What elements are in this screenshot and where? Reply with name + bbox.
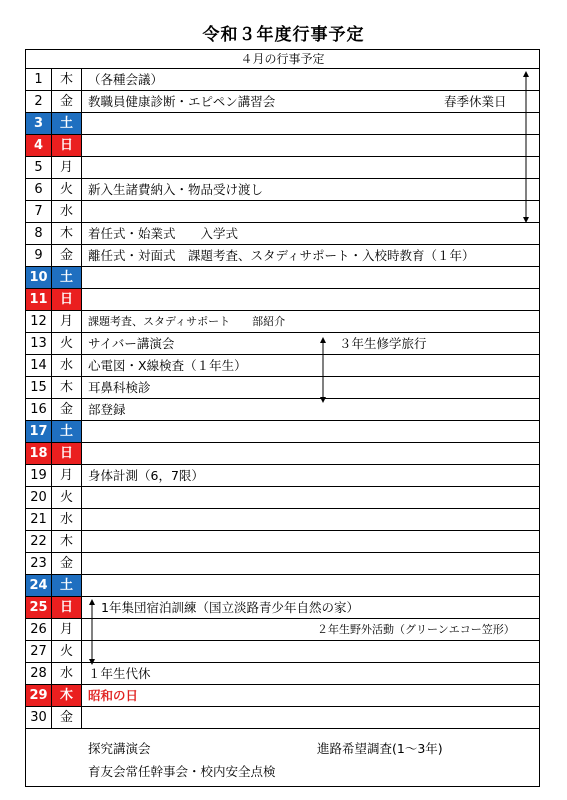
table-row	[26, 509, 539, 531]
weekday: 月	[52, 311, 82, 332]
event: 教職員健康診断・エピペン講習会	[88, 94, 276, 109]
event: 春季休業日	[444, 94, 507, 109]
table-row	[26, 487, 539, 509]
footer-notes	[26, 735, 539, 788]
table-row	[26, 575, 539, 597]
weekday: 月	[52, 619, 82, 640]
table-row	[26, 201, 539, 223]
day-number: 28	[26, 663, 52, 684]
day-number: 10	[26, 267, 52, 288]
weekday: 金	[52, 399, 82, 420]
day-number: 23	[26, 553, 52, 574]
day-number: 19	[26, 465, 52, 486]
table-row	[26, 663, 539, 685]
day-number: 4	[26, 135, 52, 156]
weekday: 火	[52, 641, 82, 662]
table-row	[26, 91, 539, 113]
weekday: 火	[52, 487, 82, 508]
weekday: 月	[52, 157, 82, 178]
event: 課題考査、スタディサポート 部紹介	[88, 315, 286, 328]
day-number: 27	[26, 641, 52, 662]
event: 部登録	[88, 402, 126, 417]
event: 心電図・X線検査（１年生）	[88, 358, 247, 373]
event: １年生代休	[88, 666, 151, 681]
day-number: 5	[26, 157, 52, 178]
weekday: 火	[52, 333, 82, 354]
table-row	[26, 157, 539, 179]
weekday: 日	[52, 135, 82, 156]
event: （各種会議）	[88, 72, 164, 87]
day-number: 12	[26, 311, 52, 332]
weekday: 土	[52, 113, 82, 134]
day-number: 21	[26, 509, 52, 530]
table-row	[26, 289, 539, 311]
event: 耳鼻科検診	[88, 380, 151, 395]
table-row	[26, 685, 539, 707]
event: ２年生野外活動（グリーンエコー笠形）	[317, 623, 515, 636]
day-number: 18	[26, 443, 52, 464]
table-row	[26, 377, 539, 399]
table-row	[26, 311, 539, 333]
footer-note: 育友会常任幹事会・校内安全点検	[88, 764, 276, 779]
page-title: 令和３年度行事予定	[202, 25, 365, 45]
event: 離任式・対面式 課題考査、スタディサポート・入校時教育（１年）	[88, 248, 475, 263]
footer-note: 探究講演会	[88, 741, 151, 756]
weekday: 木	[52, 223, 82, 244]
weekday: 日	[52, 443, 82, 464]
day-number: 3	[26, 113, 52, 134]
weekday: 土	[52, 575, 82, 596]
day-number: 22	[26, 531, 52, 552]
table-row	[26, 135, 539, 157]
weekday: 水	[52, 201, 82, 222]
day-number: 14	[26, 355, 52, 376]
table-row	[26, 421, 539, 443]
day-number: 25	[26, 597, 52, 618]
table-row	[26, 465, 539, 487]
day-number: 6	[26, 179, 52, 200]
weekday: 金	[52, 707, 82, 728]
weekday: 土	[52, 267, 82, 288]
weekday: 金	[52, 245, 82, 266]
event: 新入生諸費納入・物品受け渡し	[88, 182, 264, 197]
table-row	[26, 355, 539, 377]
holiday-label: 昭和の日	[88, 688, 139, 703]
weekday: 金	[52, 553, 82, 574]
weekday: 木	[52, 685, 82, 706]
day-number: 7	[26, 201, 52, 222]
weekday: 水	[52, 663, 82, 684]
table-row	[26, 399, 539, 421]
table-row	[26, 641, 539, 663]
day-number: 29	[26, 685, 52, 706]
day-number: 1	[26, 69, 52, 90]
event: 1年集団宿泊訓練（国立淡路青少年自然の家）	[101, 600, 359, 615]
table-row	[26, 443, 539, 465]
weekday: 木	[52, 69, 82, 90]
weekday: 木	[52, 377, 82, 398]
day-number: 30	[26, 707, 52, 728]
day-number: 13	[26, 333, 52, 354]
day-number: 16	[26, 399, 52, 420]
day-number: 15	[26, 377, 52, 398]
event: サイバー講演会	[88, 336, 175, 351]
footer-note: 進路希望調査(1～3年)	[317, 741, 443, 756]
table-row	[26, 597, 539, 619]
day-number: 9	[26, 245, 52, 266]
schedule-table	[25, 49, 540, 787]
weekday: 金	[52, 91, 82, 112]
day-number: 2	[26, 91, 52, 112]
table-row	[26, 267, 539, 289]
event: 身体計測（6，7限）	[88, 468, 204, 483]
day-number: 17	[26, 421, 52, 442]
table-row	[26, 179, 539, 201]
day-number: 8	[26, 223, 52, 244]
table-row	[26, 333, 539, 355]
table-row	[26, 619, 539, 641]
table-row	[26, 223, 539, 245]
weekday: 水	[52, 509, 82, 530]
table-row	[26, 531, 539, 553]
table-row	[26, 707, 539, 729]
day-number: 11	[26, 289, 52, 310]
event: 着任式・始業式 入学式	[88, 226, 239, 241]
table-row	[26, 69, 539, 91]
weekday: 月	[52, 465, 82, 486]
weekday: 火	[52, 179, 82, 200]
weekday: 日	[52, 597, 82, 618]
month-header: ４月の行事予定	[26, 50, 539, 69]
day-number: 20	[26, 487, 52, 508]
day-number: 26	[26, 619, 52, 640]
table-row	[26, 245, 539, 267]
table-row	[26, 113, 539, 135]
table-row	[26, 553, 539, 575]
weekday: 水	[52, 355, 82, 376]
event: ３年生修学旅行	[339, 336, 427, 351]
weekday: 土	[52, 421, 82, 442]
weekday: 木	[52, 531, 82, 552]
day-number: 24	[26, 575, 52, 596]
weekday: 日	[52, 289, 82, 310]
